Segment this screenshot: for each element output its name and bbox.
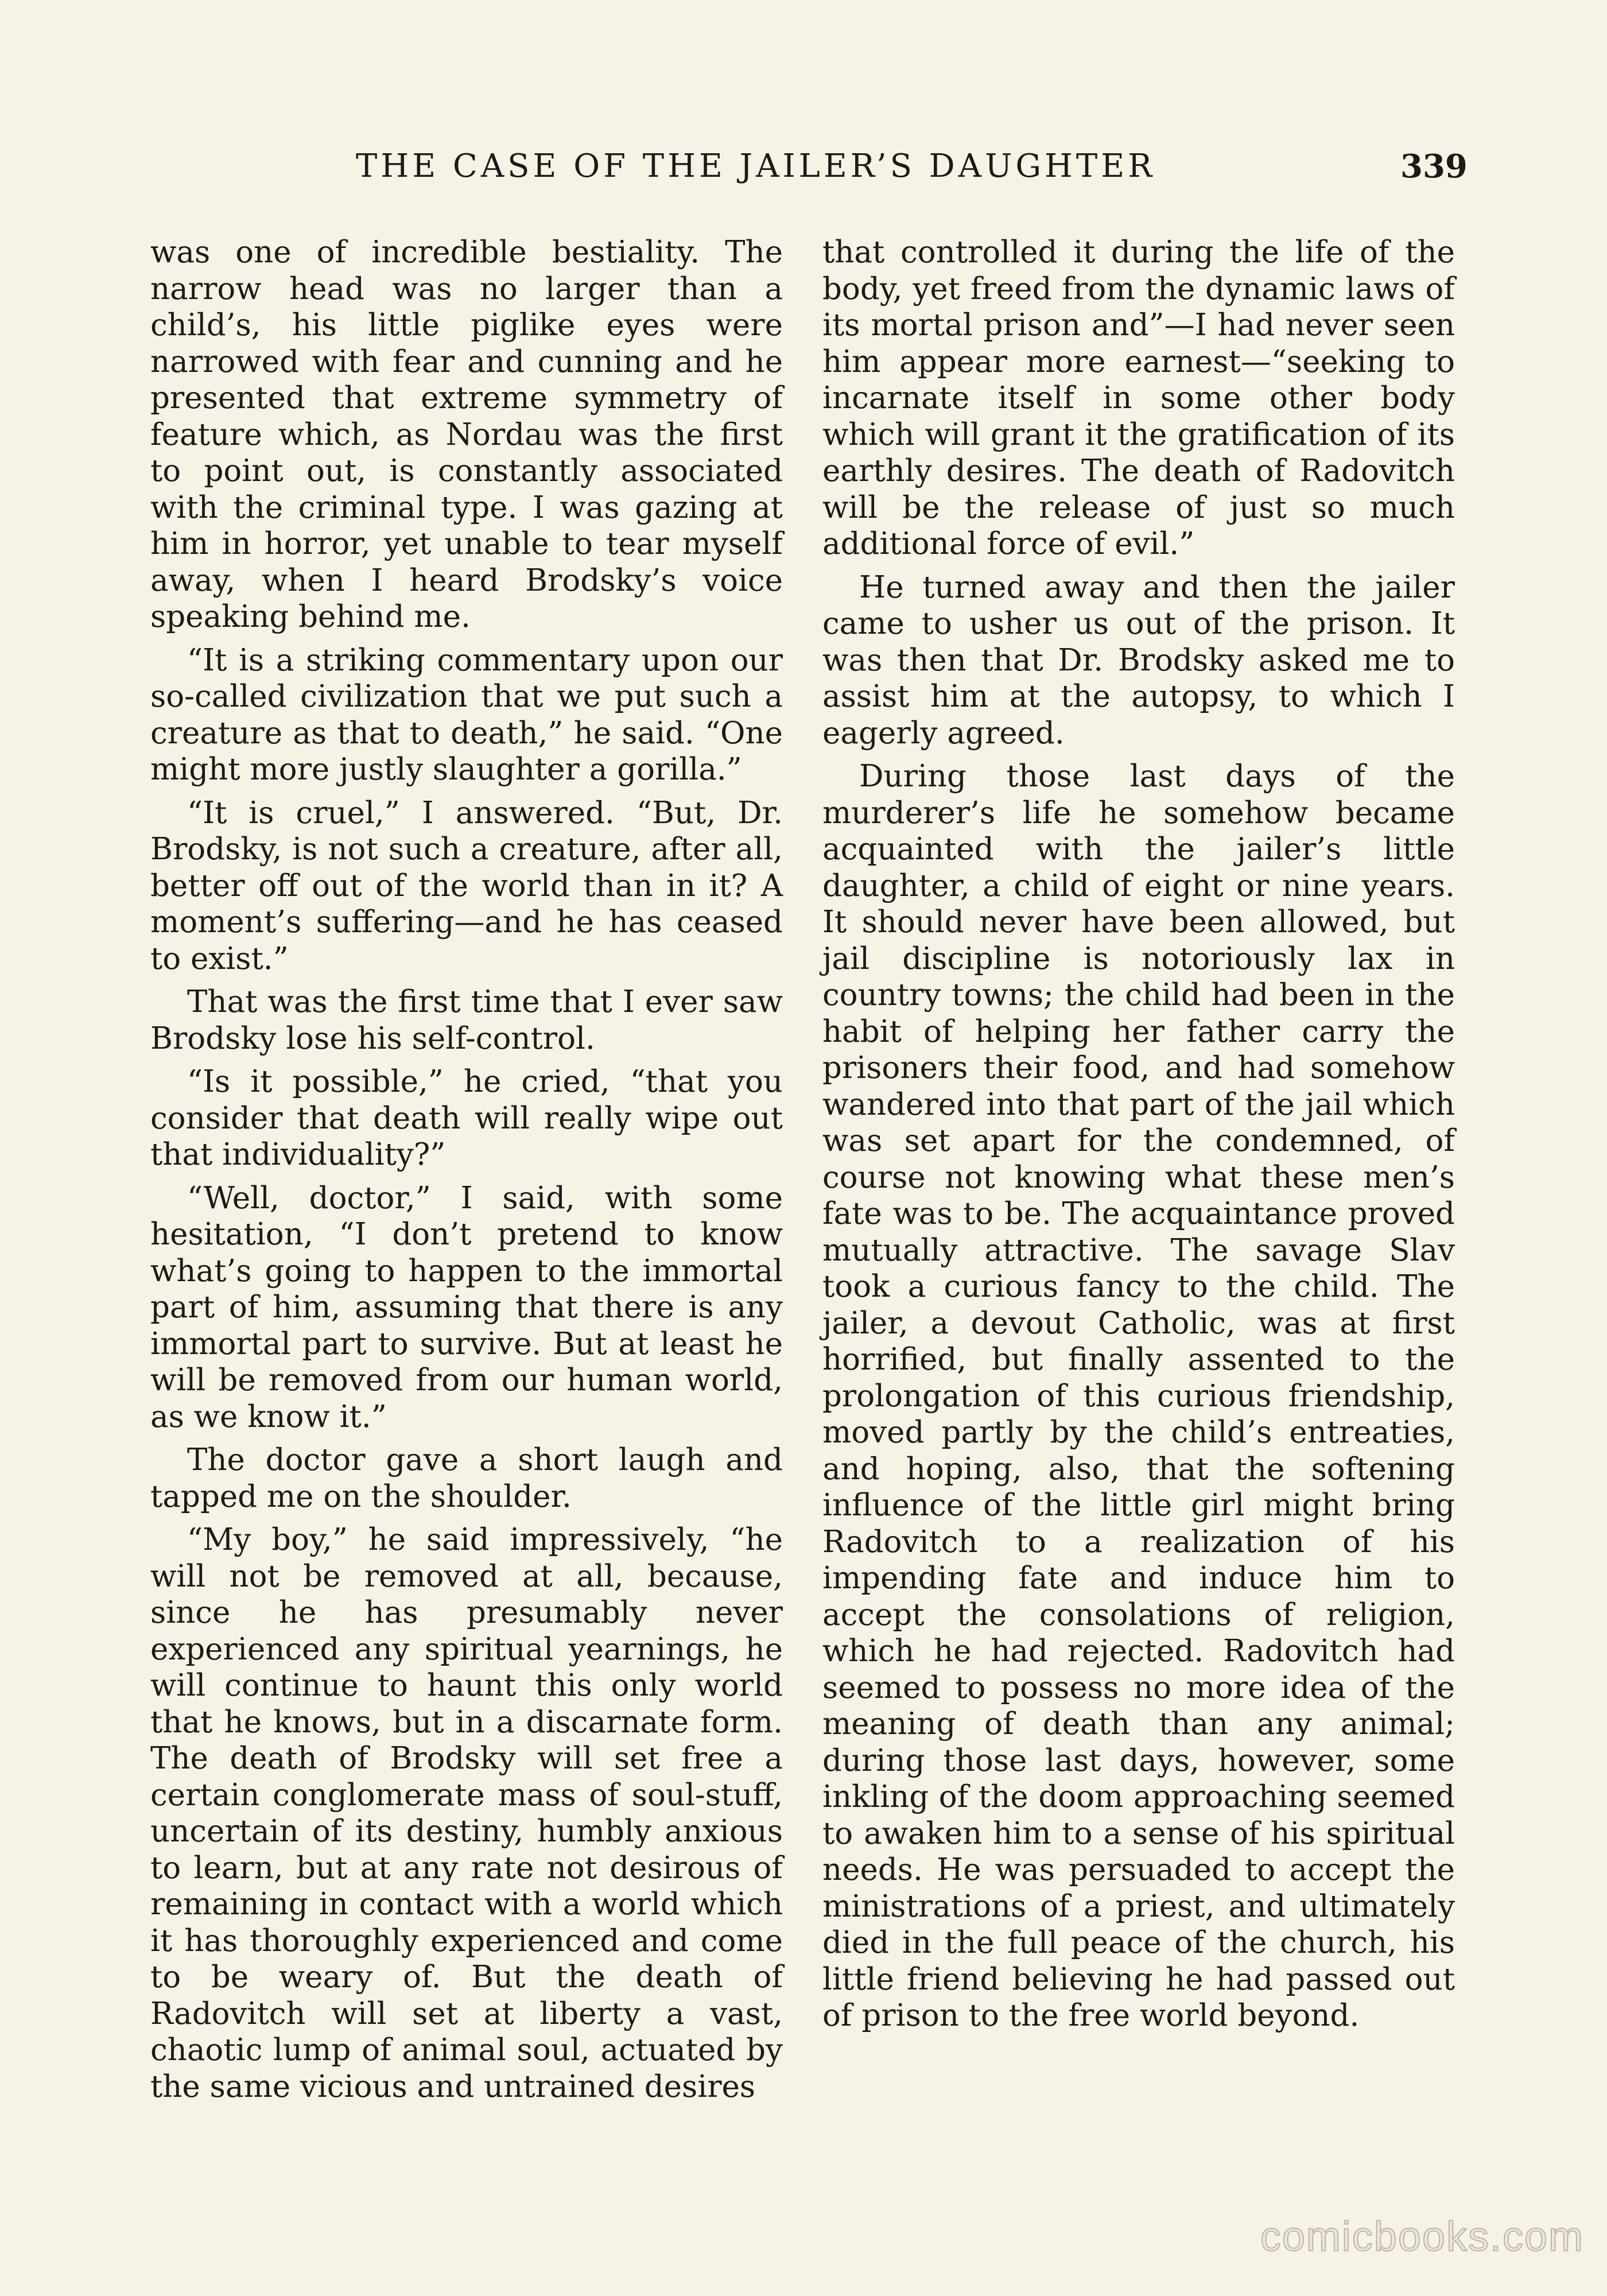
page-number: 339 — [1400, 148, 1468, 185]
running-title: THE CASE OF THE JAILER’S DAUGHTER — [356, 148, 1156, 185]
paragraph: that controlled it during the life of the body, yet freed from the dynamic laws of its mortal prison and”—I had never seen him appear more earnest—“seeking to incarnate itself in some other body which will grant it the gratification of its earthly desires. The death of Radovitch will be the release of just so much additional force of evil.” — [822, 235, 1455, 561]
left-column — [150, 234, 783, 2112]
paragraph: “Is it possible,” he cried, “that you consider that death will really wipe out that individuality?” — [150, 1064, 783, 1172]
paragraph: “It is cruel,” I answered. “But, Dr. Brodsky, is not such a creature, after all, better off out of the world than in it? A moment’s suffering—and he has ceased to exist.” — [150, 795, 783, 976]
paragraph: That was the first time that I ever saw Brodsky lose his self-control. — [150, 984, 783, 1056]
right-column — [822, 234, 1455, 2041]
paragraph: “My boy,” he said impressively, “he will not be removed at all, because, since he has presumably never experienced any spiritual yearnings, he will continue to haunt this only world that he knows, but in a discarnate form. The death of Brodsky will set free a certain conglomerate mass of soul-stuff, uncertain of its destiny, humbly anxious to learn, but at any rate not desirous of remaining in contact with a world which it has thoroughly experienced and come to be weary of. But the death of Radovitch will set at liberty a vast, chaotic lump of animal soul, actuated by the same vicious and untrained desires — [150, 1522, 783, 2104]
paragraph: “It is a striking commentary upon our so-called civilization that we put such a creature as that to death,” he said. “One might more justly slaughter a gorilla.” — [150, 642, 783, 787]
paragraph: The doctor gave a short laugh and tapped me on the shoulder. — [150, 1442, 783, 1514]
paragraph: “Well, doctor,” I said, with some hesitation, “I don’t pretend to know what’s going to happen to the immortal part of him, assuming that there is any immortal part to survive. But at least he will be removed from our human world, as we know it.” — [150, 1180, 783, 1434]
watermark: comicbooks.com — [1260, 2214, 1584, 2260]
paragraph: During those last days of the murderer’s life he somehow became acquainted with the jailer’s little daughter, a child of eight or nine years. It should never have been allowed, but jail discipline is notoriously lax in country towns; the child had been in the habit of helping her father carry the prisoners their food, and had somehow wandered into that part of the jail which was set apart for the condemned, of course not knowing what these men’s fate was to be. The acquaintance proved mutually attractive. The savage Slav took a curious fancy to the child. The jailer, a devout Catholic, was at first horrified, but finally assented to the prolongation of this curious friendship, moved partly by the child’s entreaties, and hoping, also, that the softening influence of the little girl might bring Radovitch to a realization of his impending fate and induce him to accept the consolations of religion, which he had rejected. Radovitch had seemed to possess no more idea of the meaning of death than any animal; during those last days, however, some inkling of the doom approaching seemed to awaken him to a sense of his spiritual needs. He was persuaded to accept the ministrations of a priest, and ultimately died in the full peace of the church, his little friend believing he had passed out of prison to the free world beyond. — [822, 759, 1455, 2033]
paragraph: He turned away and then the jailer came to usher us out of the prison. It was then that Dr. Brodsky asked me to assist him at the autopsy, to which I eagerly agreed. — [822, 569, 1455, 751]
paragraph: was one of incredible bestiality. The narrow head was no larger than a child’s, his little piglike eyes were narrowed with fear and cunning and he presented that extreme symmetry of feature which, as Nordau was the first to point out, is constantly associated with the criminal type. I was gazing at him in horror, yet unable to tear myself away, when I heard Brodsky’s voice speaking behind me. — [150, 235, 783, 634]
